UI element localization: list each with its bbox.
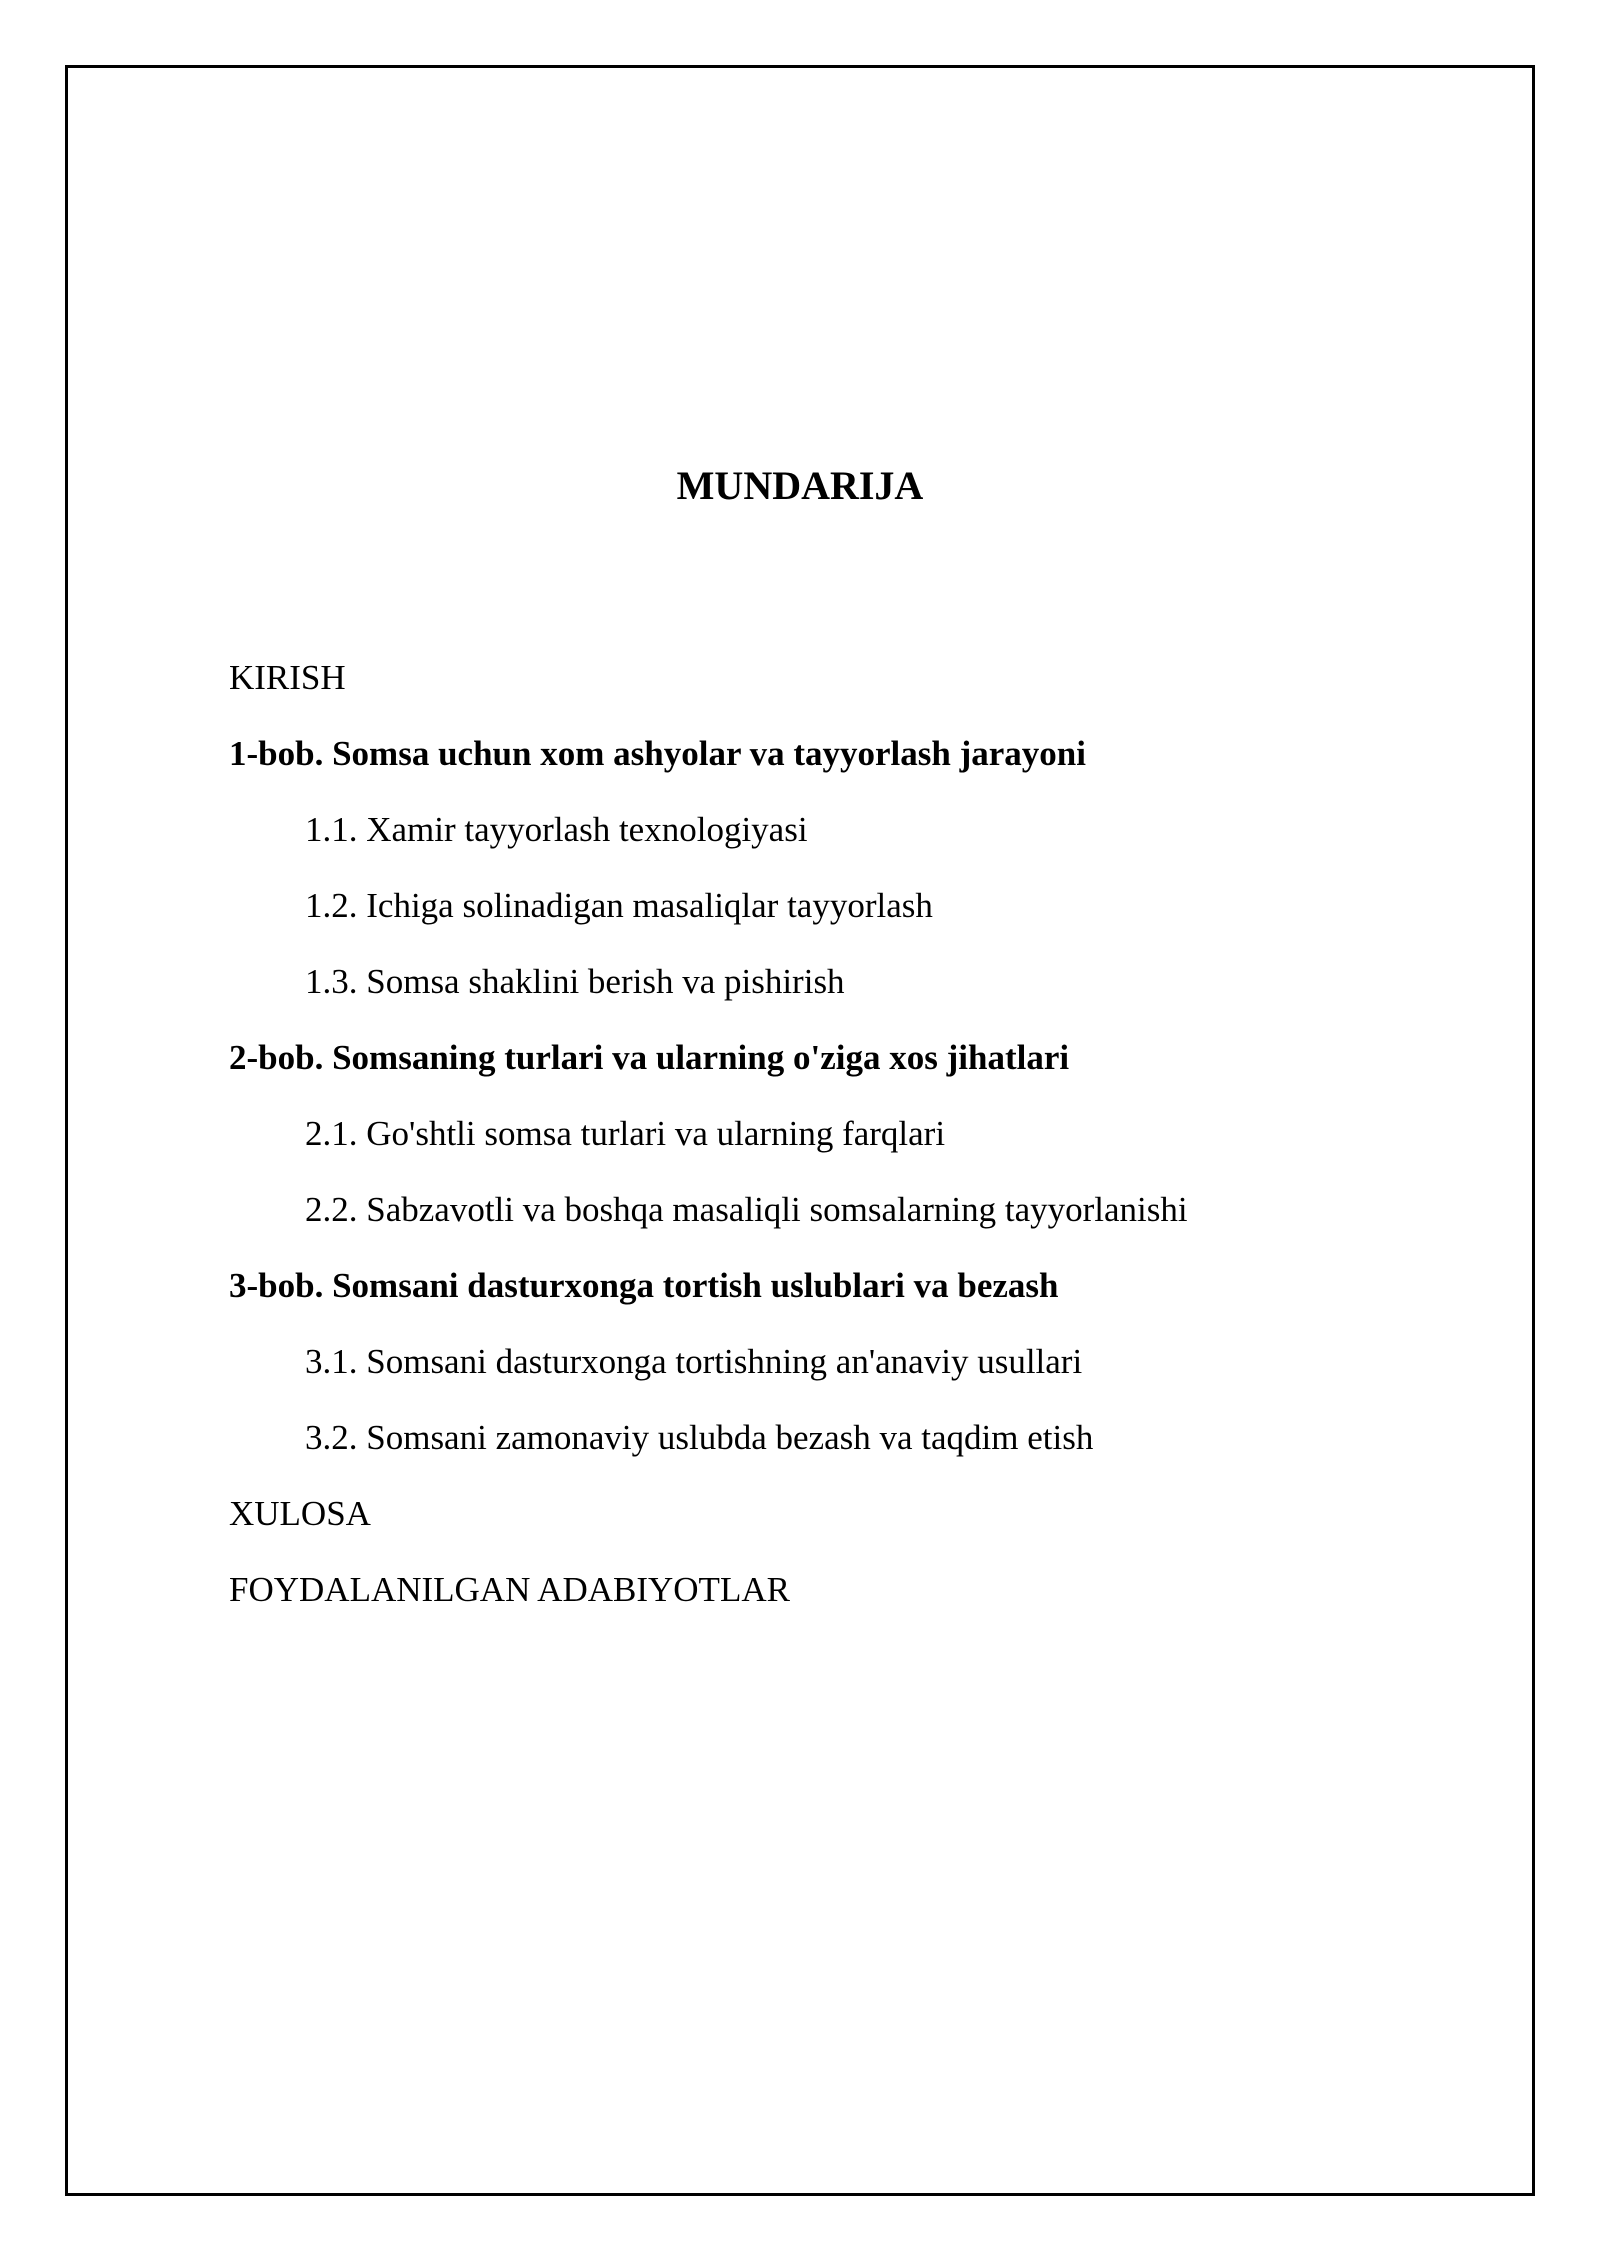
- page-title: MUNDARIJA: [676, 463, 924, 508]
- toc-item-conclusion: XULOSA: [229, 1494, 371, 1533]
- toc-chapter-3: 3-bob. Somsani dasturxonga tortish uslublari va bezash: [229, 1266, 1059, 1305]
- toc-section-3-2: 3.2. Somsani zamonaviy uslubda bezash va taqdim etish: [305, 1418, 1094, 1457]
- toc-item-introduction: KIRISH: [229, 658, 346, 697]
- toc-section-3-1: 3.1. Somsani dasturxonga tortishning an'anaviy usullari: [305, 1342, 1083, 1381]
- table-of-contents: [229, 640, 1188, 1628]
- toc-chapter-2: 2-bob. Somsaning turlari va ularning o'ziga xos jihatlari: [229, 1038, 1070, 1077]
- toc-chapter-1: 1-bob. Somsa uchun xom ashyolar va tayyorlash jarayoni: [229, 734, 1086, 773]
- toc-section-1-3: 1.3. Somsa shaklini berish va pishirish: [305, 962, 845, 1001]
- toc-item-references: FOYDALANILGAN ADABIYOTLAR: [229, 1570, 790, 1609]
- toc-section-1-2: 1.2. Ichiga solinadigan masaliqlar tayyorlash: [305, 886, 933, 925]
- toc-section-2-2: 2.2. Sabzavotli va boshqa masaliqli somsalarning tayyorlanishi: [305, 1190, 1188, 1229]
- toc-section-1-1: 1.1. Xamir tayyorlash texnologiyasi: [305, 810, 808, 849]
- toc-section-2-1: 2.1. Go'shtli somsa turlari va ularning farqlari: [305, 1114, 946, 1153]
